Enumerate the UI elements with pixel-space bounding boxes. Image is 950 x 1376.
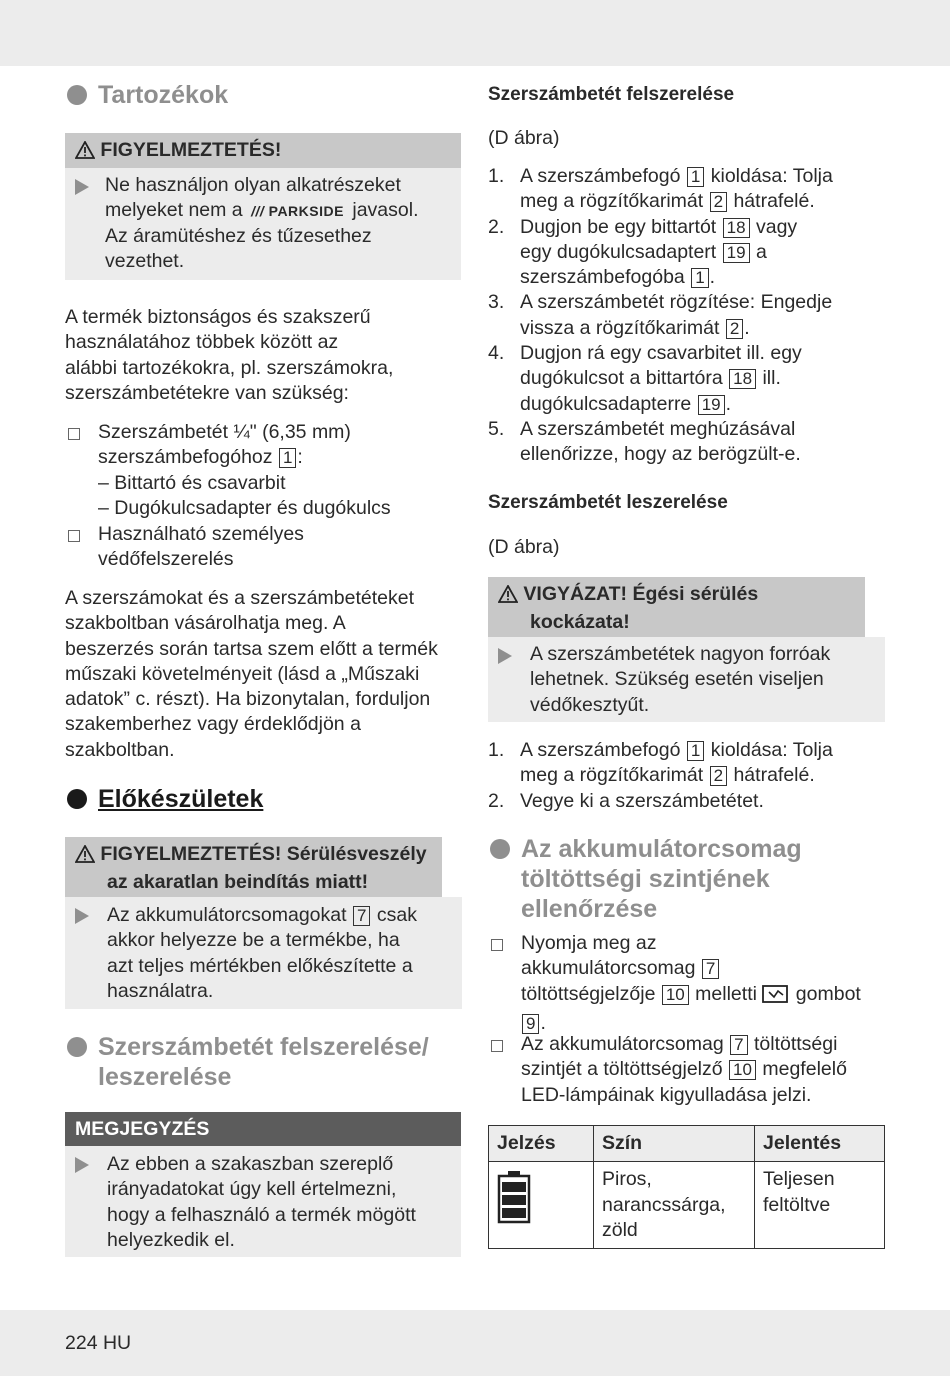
bullet-arrow-icon — [498, 648, 512, 664]
checkbox-bullet — [68, 530, 80, 542]
warning-line — [107, 903, 417, 928]
cell-line: narancssárga, — [602, 1193, 726, 1216]
section-heading-akku — [521, 834, 802, 924]
list-item: Az akkumulátorcsomag 7 töltöttségi szintjét a töltöttségjelző 10 megfelelő LED-lámpáinak kigyulladása jelzi. — [521, 1033, 847, 1106]
note-box-body — [65, 1146, 461, 1257]
part-number-badge: 7 — [702, 959, 719, 979]
list-number: 2. — [488, 215, 505, 238]
section-bullet — [67, 1037, 87, 1057]
warning-line: vezethet. — [105, 250, 185, 272]
part-number-badge: 1 — [279, 448, 296, 468]
text-line: adatok” c. részt). Ha bizonytalan, forduljon — [65, 688, 431, 711]
cell-line: Teljesen — [763, 1168, 835, 1191]
warning-line: használatra. — [107, 980, 214, 1002]
list-item: 2. Dugjon be egy bittartót 18 vagy egy dugókulcsadaptert 19 a szerszámbefogóba 1 . — [488, 215, 798, 289]
heading-line: Az akkumulátorcsomag — [521, 835, 802, 863]
section-bullet — [490, 839, 510, 859]
part-number-badge: 7 — [353, 906, 370, 926]
heading-line: ellenőrzése — [521, 895, 658, 923]
warning-title: az akaratlan beindítás miatt! — [107, 871, 369, 893]
numbered-list-leszereles — [488, 738, 888, 814]
list-item — [98, 522, 304, 573]
note-line: irányadatokat úgy kell értelmezni, — [107, 1178, 397, 1200]
section-heading-elokeszuletek: Előkészületek — [98, 785, 264, 813]
heading-line: leszerelése — [98, 1063, 232, 1091]
text-line: szakemberhez vagy érdeklődjön a — [65, 713, 361, 736]
text-line — [98, 445, 391, 470]
part-number-badge: 10 — [729, 1060, 756, 1080]
list-number: 1. — [488, 739, 505, 761]
brand-text: PARKSIDE — [268, 203, 344, 219]
warning-line — [105, 198, 419, 224]
list-item: 2. Vegye ki a szerszámbetétet. — [488, 789, 888, 814]
list-item: 1. A szerszámbefogó 1 kioldása: Tolja meg a rögzítőkarimát 2 hátrafelé. — [488, 165, 833, 213]
warning-line: Az áramütéshez és tűzesethez — [105, 225, 372, 247]
table-header-row — [489, 1126, 885, 1162]
figure-reference: (D ábra) — [488, 127, 560, 149]
bullet-arrow-icon — [75, 179, 89, 195]
paragraph — [65, 586, 438, 763]
top-band — [0, 0, 950, 66]
text: : — [297, 446, 303, 469]
warning-text: melyeket nem a — [105, 199, 243, 221]
warning-line: azt teljes mértékben előkészítette a — [107, 955, 413, 977]
table-cell — [755, 1162, 885, 1249]
table-header: Jelentés — [755, 1126, 885, 1162]
checkbox-bullet — [491, 1040, 503, 1052]
text-line: szakboltban vásárolhatja meg. A — [65, 612, 346, 635]
text: Az akkumulátorcsomagokat — [107, 904, 347, 926]
caution-title: kockázata! — [530, 611, 630, 633]
cell-line: feltöltve — [763, 1193, 831, 1216]
caution-title-line — [498, 582, 855, 610]
part-number-badge: 19 — [698, 395, 725, 415]
bullet-arrow-icon — [75, 908, 89, 924]
note-line: hogy a felhasználó a termék mögött — [107, 1204, 416, 1226]
page-footer — [0, 1310, 950, 1376]
cell-line: Piros, — [602, 1168, 652, 1191]
text: szerszámbefogóhoz — [98, 446, 273, 469]
checkbox-bullet — [491, 939, 503, 951]
table-cell — [594, 1162, 755, 1249]
dash-item: – Dugókulcsadapter és dugókulcs — [98, 496, 391, 519]
part-number-badge: 7 — [730, 1035, 747, 1055]
text-line: beszerzés során tartsa szem előtt a termék — [65, 637, 438, 660]
part-number-badge: 18 — [729, 369, 756, 389]
text-line: alábbi tartozékokra, pl. szerszámokra, — [65, 356, 394, 379]
part-number-badge: 9 — [522, 1014, 539, 1034]
list-item: 1. A szerszámbefogó 1 kioldása: Tolja meg a rögzítőkarimát 2 hátrafelé. — [488, 739, 833, 787]
charge-level-table — [488, 1125, 885, 1249]
warning-title: FIGYELMEZTETÉS! — [100, 139, 282, 161]
warning-title: FIGYELMEZTETÉS! Sérülésveszély — [100, 843, 427, 865]
part-number-badge: 1 — [687, 741, 704, 761]
warning-line: Ne használjon olyan alkatrészeket — [105, 174, 401, 196]
text: Bittartó és csavarbit — [114, 471, 286, 494]
text-line: szakboltban. — [65, 738, 175, 761]
caution-line: védőkesztyűt. — [530, 694, 650, 716]
battery-indicator-button-icon — [762, 984, 790, 1011]
warning-triangle-icon — [75, 845, 95, 870]
dash-item: – Bittartó és csavarbit — [98, 471, 286, 494]
caution-title: VIGYÁZAT! Égési sérülés — [523, 583, 759, 605]
list-number: 1. — [488, 165, 505, 187]
warning-box-header — [65, 133, 461, 168]
text-line: A termék biztonságos és szakszerű — [65, 306, 371, 328]
battery-full-icon — [497, 1170, 531, 1231]
heading-line: töltöttségi szintjének — [521, 865, 770, 893]
part-number-badge: 2 — [726, 319, 743, 339]
table-row — [489, 1162, 885, 1249]
text: csak — [376, 904, 417, 926]
section-heading-tartozekok: Tartozékok — [98, 81, 229, 109]
checkbox-bullet — [68, 428, 80, 440]
text-line: A szerszámokat és a szerszámbetéteket — [65, 587, 414, 609]
bullet-arrow-icon — [75, 1157, 89, 1173]
page-number: 224 HU — [65, 1332, 132, 1354]
table-header: Jelzés — [489, 1126, 594, 1162]
subsection-title: Szerszámbetét leszerelése — [488, 492, 728, 513]
list-number: 3. — [488, 291, 505, 314]
list-item — [98, 420, 391, 521]
caution-line: lehetnek. Szükség esetén viseljen — [530, 668, 824, 690]
list-number: 2. — [488, 789, 505, 812]
text: Dugókulcsadapter és dugókulcs — [114, 496, 391, 519]
cell-line: zöld — [602, 1218, 638, 1241]
text-line: Használható személyes — [98, 523, 304, 545]
warning-line: akkor helyezze be a termékbe, ha — [107, 929, 400, 951]
parkside-logo: /// PARKSIDE — [251, 203, 344, 219]
text-line: védőfelszerelés — [98, 548, 234, 571]
note-line: helyezkedik el. — [107, 1229, 235, 1251]
heading-line: Szerszámbetét felszerelése/ — [98, 1033, 429, 1061]
warning-triangle-icon — [75, 136, 95, 171]
text-line: szerszámbetétekre van szükség: — [65, 381, 349, 404]
part-number-badge: 2 — [710, 766, 727, 786]
list-item: 4. Dugjon rá egy csavarbitet ill. egy dugókulcsot a bittartóra 18 ill. dugókulcsadapterre 19 . — [488, 342, 802, 415]
list-number: 5. — [488, 417, 505, 440]
table-cell — [489, 1162, 594, 1249]
note-line: Az ebben a szakaszban szereplő — [107, 1153, 394, 1175]
caution-line: A szerszámbetétek nagyon forróak — [530, 643, 831, 665]
part-number-badge: 2 — [710, 192, 727, 212]
caution-box-body — [488, 637, 885, 722]
text-line: használatához többek között az — [65, 331, 339, 354]
figure-reference: (D ábra) — [488, 536, 560, 558]
part-number-badge: 19 — [723, 243, 750, 263]
list-number: 4. — [488, 342, 505, 365]
warning-box-header — [65, 837, 442, 897]
list-item: 3. A szerszámbetét rögzítése: Engedje vissza a rögzítőkarimát 2 . — [488, 291, 833, 339]
part-number-badge: 1 — [687, 167, 704, 187]
numbered-list-felszereles — [488, 164, 888, 468]
section-bullet — [67, 789, 87, 809]
warning-triangle-icon — [498, 585, 518, 610]
warning-box-body — [65, 168, 461, 280]
text-line: Szerszámbetét ¼" (6,35 mm) — [98, 421, 351, 443]
section-heading-szerszambetet — [98, 1032, 429, 1092]
list-item: 5. A szerszámbetét meghúzásával ellenőrizze, hogy az berögzült-e. — [488, 417, 801, 466]
list-item: Nyomja meg az akkumulátorcsomag 7 töltöttségjelzője 10 melletti gombot 9 . — [521, 932, 861, 1034]
table-header: Szín — [594, 1126, 755, 1162]
warning-box-body — [65, 897, 462, 1009]
warning-text: javasol. — [352, 199, 419, 221]
note-box-header: MEGJEGYZÉS — [65, 1112, 461, 1146]
paragraph — [65, 305, 393, 406]
part-number-badge: 18 — [723, 218, 750, 238]
part-number-badge: 1 — [691, 268, 708, 288]
caution-box-header — [488, 577, 865, 637]
part-number-badge: 10 — [662, 985, 689, 1005]
text-line: műszaki követelményeit (lásd a „Műszaki — [65, 662, 420, 685]
section-bullet — [67, 85, 87, 105]
warning-title-line — [75, 842, 432, 870]
subsection-title: Szerszámbetét felszerelése — [488, 84, 735, 105]
